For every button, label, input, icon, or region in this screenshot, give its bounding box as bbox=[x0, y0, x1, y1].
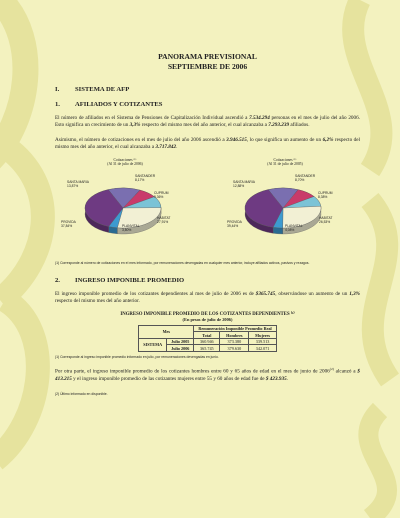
footnote-ultimo: (2) Último informado en disponible. bbox=[55, 391, 108, 396]
table-title: INGRESO IMPONIBLE PROMEDIO DE LOS COTIZANTES DEPENDIENTES ⁽¹⁾ bbox=[120, 311, 295, 317]
pie-label-habitat: HABITAT 27,91% bbox=[157, 215, 171, 224]
cell-hombres: 379.630 bbox=[220, 345, 249, 352]
section-heading-1-1 bbox=[55, 101, 360, 108]
pie-label-habitat: HABITAT 26,53% bbox=[319, 215, 333, 224]
section-title: INGRESO IMPONIBLE PROMEDIO bbox=[75, 277, 185, 285]
pie-label-santander: SANTANDER 8,17% bbox=[135, 173, 156, 182]
cell-mujeres: 339.513 bbox=[249, 338, 276, 345]
section-heading-2 bbox=[55, 277, 360, 284]
footnote-cotizaciones: (1) Corresponde al número de cotizaciones en el mes informado, por remuneraciones devengadas en cualquier mes anterior, incluye afiliados activos, pasivos y rezagos. bbox=[55, 260, 310, 265]
paragraph-cotizaciones: Asimismo, el número de cotizaciones en el mes de julio del año 2006 ascendió a 3.946.515, lo que significa un aumento de un 6,2% respecto del mismo mes del año anterior, el cual alcanzaba a 3.717.842. bbox=[55, 136, 360, 151]
pie-charts-row bbox=[55, 158, 360, 258]
cell-total: 365.745 bbox=[194, 345, 220, 352]
pie-label-santa-maria: SANTA MARIA 13,87% bbox=[67, 179, 89, 188]
document-body bbox=[55, 52, 360, 396]
chart-subtitle: (Al 31 de julio de 2006) bbox=[107, 162, 143, 167]
income-table bbox=[138, 325, 276, 352]
col-header-total: Total bbox=[194, 332, 220, 339]
paragraph-ingreso: El ingreso imponible promedio de los cotizantes dependientes al mes de julio de 2006 es de $365.745, observándose un aumento de un 1,3% respecto del mismo mes del año anterior. bbox=[55, 291, 360, 305]
col-group-header: Remuneración Imponible Promedio Real bbox=[194, 325, 276, 332]
doc-title-line1: PANORAMA PREVISIONAL bbox=[158, 52, 257, 61]
pie-label-santander: SANTANDER 8,70% bbox=[295, 173, 316, 182]
cell-mes: Julio 2005 bbox=[167, 338, 194, 345]
chart-subtitle: (Al 31 de julio de 2005) bbox=[267, 162, 303, 167]
col-header-mes: Mes bbox=[139, 325, 194, 338]
chart-title: Cotizaciones ⁽¹⁾ bbox=[113, 157, 137, 162]
table-row bbox=[139, 338, 276, 345]
doc-title bbox=[55, 52, 360, 72]
paragraph-edad: Por otra parte, el ingreso imponible promedio de los cotizantes hombres entre 60 y 65 años de edad en el mes de junio de 2006$^{(2)}$ alcanzó a $ 413.215 y el ingreso imponible promedio de las cotizantes mujeres entre 55 y 60 años de edad fue de $ 423.935. bbox=[55, 367, 360, 383]
section-title: AFILIADOS Y COTIZANTES bbox=[75, 101, 163, 108]
col-header-mujeres: Mujeres bbox=[249, 332, 276, 339]
table-subtitle: (En pesos de julio de 2006) bbox=[182, 316, 233, 322]
pie-label-planvital: PLANVITAL 4,08% bbox=[285, 223, 303, 232]
pie-slice-side bbox=[273, 227, 283, 234]
chart-title: Cotizaciones ⁽¹⁾ bbox=[273, 157, 297, 162]
cell-mujeres: 342.071 bbox=[249, 345, 276, 352]
pie-label-provida: PROVIDA 39,44% bbox=[227, 219, 242, 228]
row-group-label: SISTEMA bbox=[139, 338, 167, 351]
section-title: SISTEMA DE AFP bbox=[75, 86, 130, 93]
pie-label-cuprum: CUPRUM 9,36% bbox=[154, 190, 169, 199]
section-number: 1. bbox=[55, 101, 60, 108]
section-number: I. bbox=[55, 86, 60, 93]
pie-label-cuprum: CUPRUM 8,38% bbox=[318, 190, 333, 199]
pie-label-santa-maria: SANTA MARIA 12,88% bbox=[233, 179, 255, 188]
paragraph-afiliados: El número de afiliados en el Sistema de Pensiones de Capitalización Individual ascendió a 7.534.294 personas en el mes de julio del año 2006. Esto significa un crecimiento de un 3,3% respecto del mismo mes del año anterior, el cual alcanzaba a 7.293.239 afiliados. bbox=[55, 115, 360, 129]
section-number: 2. bbox=[55, 277, 60, 285]
cell-mes: Julio 2006 bbox=[167, 345, 194, 352]
section-heading-1 bbox=[55, 86, 360, 93]
cell-hombres: 373.380 bbox=[220, 338, 249, 345]
pie-chart-2006 bbox=[55, 158, 195, 258]
cell-total: 360.946 bbox=[194, 338, 220, 345]
pie-label-provida: PROVIDA 37,84% bbox=[61, 219, 76, 228]
pie-chart-2005 bbox=[215, 158, 355, 258]
col-header-hombres: Hombres bbox=[220, 332, 249, 339]
doc-title-line2: SEPTIEMBRE DE 2006 bbox=[167, 62, 248, 71]
pie-label-planvital: PLANVITAL 3,80% bbox=[122, 223, 140, 232]
footnote-table: (1) Corresponde al ingreso imponible promedio informado en julio, por remuneraciones devengadas en junio. bbox=[55, 354, 219, 359]
